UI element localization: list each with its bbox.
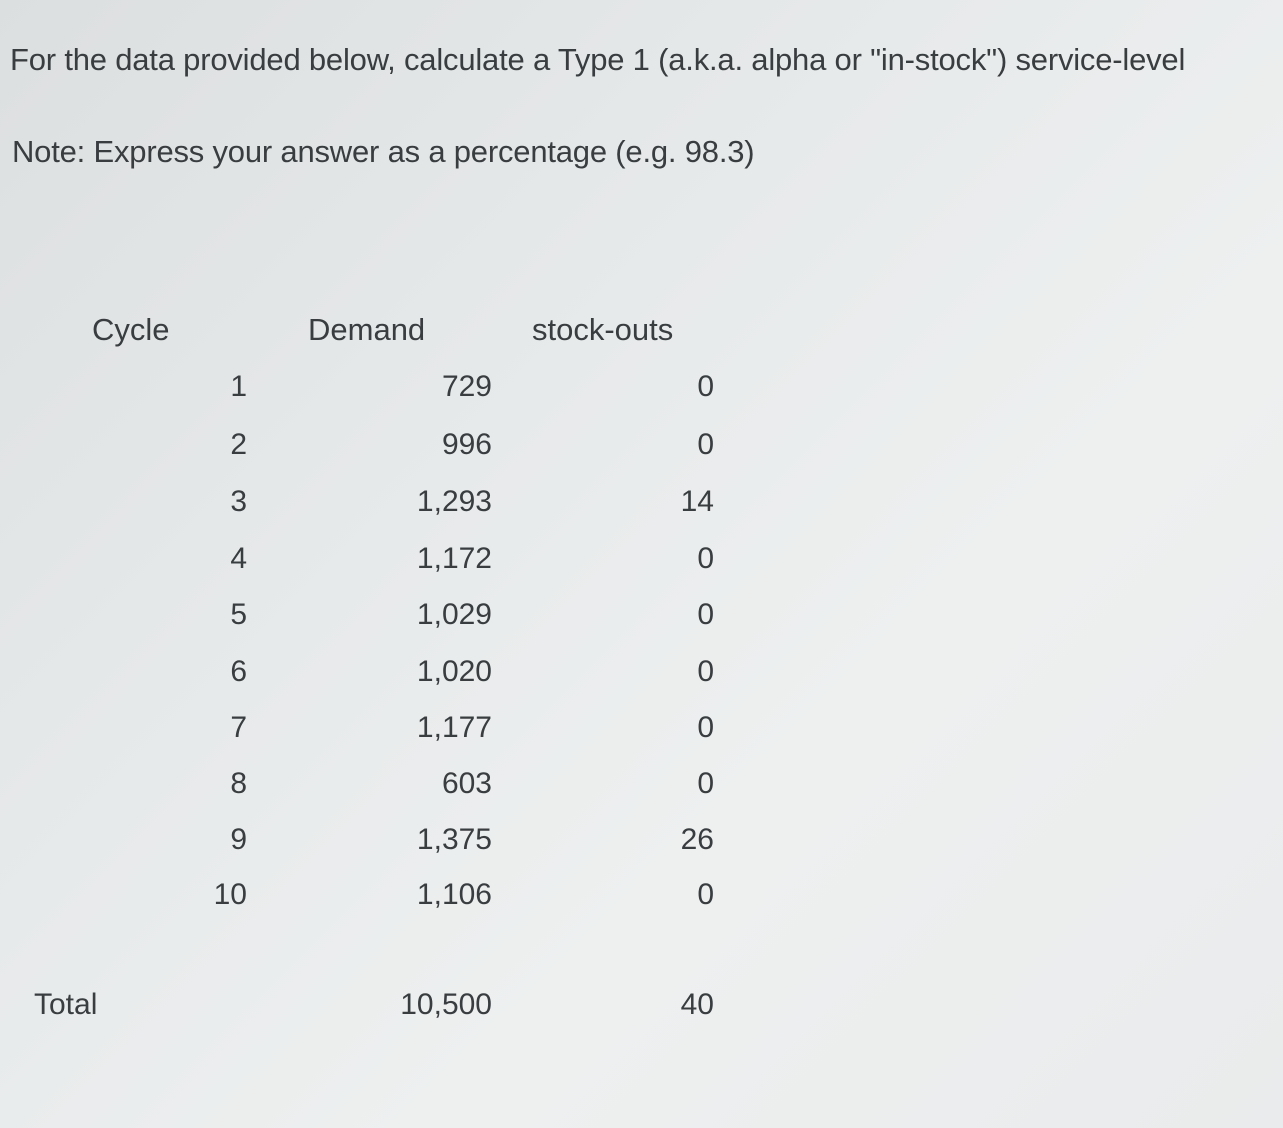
header-cycle: Cycle: [92, 312, 170, 347]
demand-cell: 996: [441, 428, 492, 461]
stockouts-cell: 0: [697, 878, 714, 911]
cycle-cell: 3: [230, 485, 247, 518]
demand-cell: 1,172: [416, 542, 492, 575]
table-row: [0, 542, 760, 582]
stockouts-cell: 0: [697, 655, 714, 688]
total-stockouts: 40: [680, 988, 714, 1021]
table-row: [0, 878, 760, 918]
cycle-cell: 2: [230, 428, 247, 461]
stockouts-cell: 0: [697, 711, 714, 744]
cycle-cell: 5: [230, 598, 247, 631]
cycle-cell: 1: [230, 370, 247, 403]
cycle-cell: 9: [230, 823, 247, 856]
table-row: [0, 428, 760, 468]
demand-cell: 1,375: [416, 823, 492, 856]
note-text: Note: Express your answer as a percentage (e.g. 98.3): [12, 134, 755, 169]
total-label: Total: [34, 988, 98, 1021]
stockouts-cell: 0: [697, 542, 714, 575]
total-demand: 10,500: [400, 988, 492, 1021]
header-demand: Demand: [308, 312, 426, 347]
table-row: [0, 767, 760, 807]
stockouts-cell: 0: [697, 598, 714, 631]
cycle-cell: 4: [230, 542, 247, 575]
cycle-cell: 10: [213, 878, 247, 911]
demand-cell: 729: [441, 370, 492, 403]
table-row: [0, 823, 760, 863]
cycle-cell: 8: [230, 767, 247, 800]
demand-cell: 603: [441, 767, 492, 800]
table-row: [0, 655, 760, 695]
cycle-cell: 7: [230, 711, 247, 744]
stockouts-cell: 0: [697, 370, 714, 403]
demand-cell: 1,020: [416, 655, 492, 688]
demand-cell: 1,029: [416, 598, 492, 631]
total-row: [0, 988, 760, 1028]
demand-cell: 1,177: [416, 711, 492, 744]
demand-cell: 1,106: [416, 878, 492, 911]
table-row: [0, 711, 760, 751]
stockouts-cell: 0: [697, 428, 714, 461]
question-text: For the data provided below, calculate a Type 1 (a.k.a. alpha or "in-stock") service-level: [10, 42, 1186, 77]
table-row: [0, 598, 760, 638]
demand-cell: 1,293: [416, 485, 492, 518]
cycle-cell: 6: [230, 655, 247, 688]
table-row: [0, 370, 760, 410]
stockouts-cell: 26: [680, 823, 714, 856]
table-row: [0, 485, 760, 525]
header-stockouts: stock-outs: [532, 312, 674, 347]
stockouts-cell: 14: [680, 485, 714, 518]
stockouts-cell: 0: [697, 767, 714, 800]
